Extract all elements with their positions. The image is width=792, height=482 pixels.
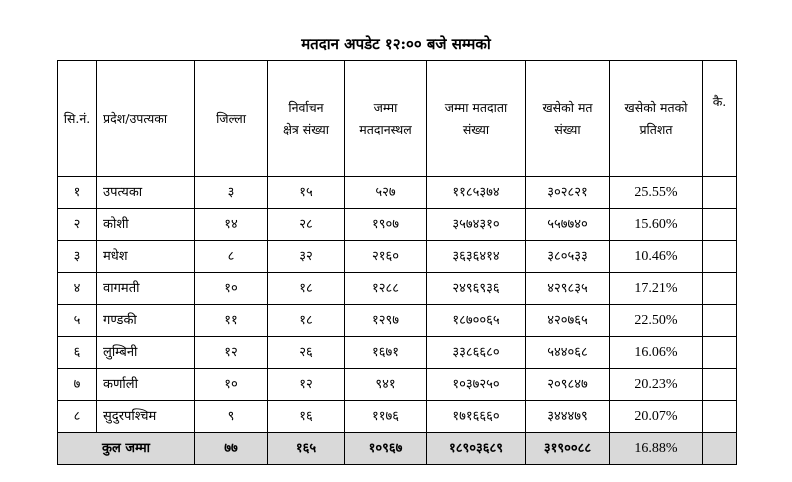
- header-constituency: [268, 61, 345, 177]
- table-row: [58, 177, 737, 209]
- cell-stations: १६७१: [345, 337, 427, 369]
- cell-district: ३: [195, 177, 268, 209]
- page-title: मतदान अपडेट १२:०० बजे सम्मको: [301, 35, 491, 53]
- cell-constituency: १८: [268, 305, 345, 337]
- cell-remarks: [703, 401, 737, 433]
- cell-constituency: २६: [268, 337, 345, 369]
- header-cast: [526, 61, 610, 177]
- total-stations: १०९६७: [345, 433, 427, 465]
- cell-remarks: [703, 241, 737, 273]
- cell-stations: ९४१: [345, 369, 427, 401]
- header-percent-line1: खसेको मतको: [624, 99, 688, 115]
- cell-cast: २०९८४७: [526, 369, 610, 401]
- total-constituency: १६५: [268, 433, 345, 465]
- cell-percent: 10.46%: [610, 241, 703, 273]
- cell-constituency: २८: [268, 209, 345, 241]
- header-remarks: कै.: [703, 61, 737, 177]
- cell-remarks: [703, 337, 737, 369]
- cell-stations: ११७६: [345, 401, 427, 433]
- total-cast: ३१९००८८: [526, 433, 610, 465]
- cell-province: कोशी: [97, 209, 195, 241]
- cell-percent: 22.50%: [610, 305, 703, 337]
- cell-stations: १२८८: [345, 273, 427, 305]
- cell-sn: १: [58, 177, 97, 209]
- total-row: [58, 433, 737, 465]
- cell-province: सुदुरपश्चिम: [97, 401, 195, 433]
- header-sn: सि.नं.: [58, 61, 97, 177]
- cell-remarks: [703, 305, 737, 337]
- cell-stations: २१६०: [345, 241, 427, 273]
- cell-province: कर्णाली: [97, 369, 195, 401]
- cell-constituency: ३२: [268, 241, 345, 273]
- cell-voters: ३३८६६८०: [427, 337, 526, 369]
- cell-voters: २४९६९३६: [427, 273, 526, 305]
- cell-stations: १९०७: [345, 209, 427, 241]
- cell-constituency: १६: [268, 401, 345, 433]
- header-percent-line2: प्रतिशत: [639, 121, 673, 137]
- cell-province: लुम्बिनी: [97, 337, 195, 369]
- cell-district: ९: [195, 401, 268, 433]
- header-constituency-line2: क्षेत्र संख्या: [282, 121, 330, 137]
- polling-table: [57, 60, 737, 465]
- total-remarks: [703, 433, 737, 465]
- table-row: [58, 369, 737, 401]
- header-row: [58, 61, 737, 177]
- cell-cast: ३४४४७९: [526, 401, 610, 433]
- cell-voters: १७१६६६०: [427, 401, 526, 433]
- cell-province: गण्डकी: [97, 305, 195, 337]
- cell-remarks: [703, 369, 737, 401]
- total-voters: १८९०३६८९: [427, 433, 526, 465]
- table-row: [58, 241, 737, 273]
- cell-district: १०: [195, 273, 268, 305]
- header-constituency-line1: निर्वाचन: [288, 99, 324, 115]
- cell-cast: ४२०७६५: [526, 305, 610, 337]
- cell-cast: ५४४०६८: [526, 337, 610, 369]
- header-percent: [610, 61, 703, 177]
- cell-district: ८: [195, 241, 268, 273]
- header-voters-line2: संख्या: [462, 121, 490, 137]
- total-percent: 16.88%: [610, 433, 703, 465]
- total-district: ७७: [195, 433, 268, 465]
- cell-district: ११: [195, 305, 268, 337]
- table-row: [58, 273, 737, 305]
- cell-province: वागमती: [97, 273, 195, 305]
- header-province: प्रदेश/उपत्यका: [97, 61, 195, 177]
- cell-percent: 15.60%: [610, 209, 703, 241]
- header-voters: [427, 61, 526, 177]
- cell-constituency: १५: [268, 177, 345, 209]
- header-stations-line1: जम्मा: [373, 99, 398, 115]
- cell-sn: ६: [58, 337, 97, 369]
- header-cast-line1: खसेको मत: [542, 99, 593, 115]
- cell-percent: 20.07%: [610, 401, 703, 433]
- cell-cast: ३०२८२१: [526, 177, 610, 209]
- cell-voters: १०३७२५०: [427, 369, 526, 401]
- header-stations-line2: मतदानस्थल: [359, 121, 412, 137]
- header-district: जिल्ला: [195, 61, 268, 177]
- cell-sn: ७: [58, 369, 97, 401]
- cell-cast: ४२९८३५: [526, 273, 610, 305]
- table-row: [58, 209, 737, 241]
- total-label: कुल जम्मा: [58, 433, 195, 465]
- cell-voters: ३५७४३१०: [427, 209, 526, 241]
- cell-percent: 17.21%: [610, 273, 703, 305]
- cell-voters: ३६३६४१४: [427, 241, 526, 273]
- cell-cast: ३८०५३३: [526, 241, 610, 273]
- cell-remarks: [703, 273, 737, 305]
- cell-cast: ५५७७४०: [526, 209, 610, 241]
- header-voters-line1: जम्मा मतदाता: [444, 99, 508, 115]
- cell-constituency: १८: [268, 273, 345, 305]
- cell-district: १४: [195, 209, 268, 241]
- cell-sn: ५: [58, 305, 97, 337]
- cell-sn: २: [58, 209, 97, 241]
- cell-sn: ४: [58, 273, 97, 305]
- cell-district: १०: [195, 369, 268, 401]
- table-row: [58, 401, 737, 433]
- cell-district: १२: [195, 337, 268, 369]
- cell-remarks: [703, 209, 737, 241]
- cell-percent: 25.55%: [610, 177, 703, 209]
- cell-sn: ३: [58, 241, 97, 273]
- cell-province: मधेश: [97, 241, 195, 273]
- cell-voters: ११८५३७४: [427, 177, 526, 209]
- table-row: [58, 305, 737, 337]
- cell-percent: 16.06%: [610, 337, 703, 369]
- header-stations: [345, 61, 427, 177]
- cell-remarks: [703, 177, 737, 209]
- header-cast-line2: संख्या: [554, 121, 581, 137]
- cell-constituency: १२: [268, 369, 345, 401]
- cell-stations: ५२७: [345, 177, 427, 209]
- table-row: [58, 337, 737, 369]
- cell-stations: १२९७: [345, 305, 427, 337]
- cell-percent: 20.23%: [610, 369, 703, 401]
- cell-sn: ८: [58, 401, 97, 433]
- cell-voters: १८७००६५: [427, 305, 526, 337]
- cell-province: उपत्यका: [97, 177, 195, 209]
